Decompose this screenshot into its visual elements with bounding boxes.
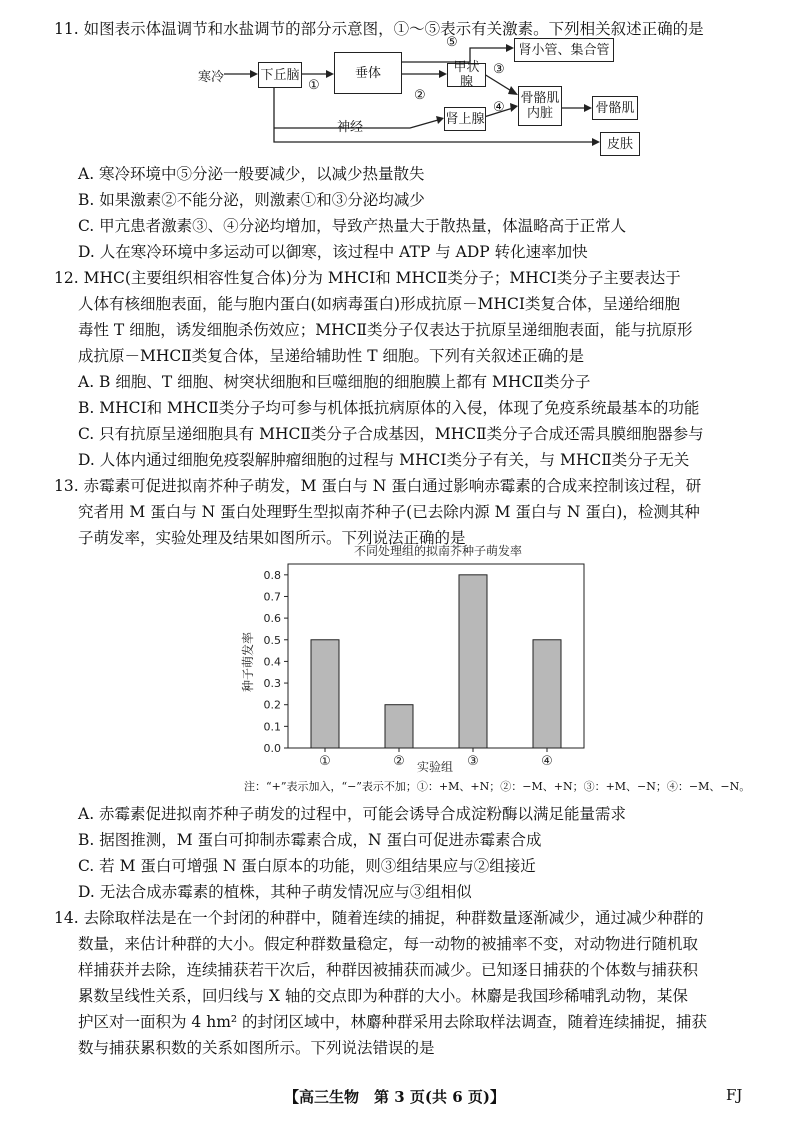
hormone-3-label: ③ [493, 62, 505, 77]
q11-option-b: B. 如果激素②不能分泌，则激素①和③分泌均减少 [78, 191, 425, 209]
y-tick-label: 0.3 [263, 677, 281, 691]
y-tick-label: 0.7 [263, 590, 281, 604]
muscle-box: 骨骼肌 [592, 96, 638, 120]
q11-option-d: D. 人在寒冷环境中多运动可以御寒，该过程中 ATP 与 ADP 转化速率加快 [78, 243, 588, 261]
x-tick-label: ② [393, 754, 405, 769]
thyroid-box: 甲状腺 [447, 63, 486, 87]
y-tick-label: 0.2 [263, 698, 281, 712]
y-tick-label: 0.0 [263, 742, 281, 755]
q13-note: 注：“+”表示加入，“−”表示不加；①：+M、+N；②：−M、+N；③：+M、−N；④：−M、−N。 [244, 780, 751, 793]
hormone-2-label: ② [414, 88, 426, 103]
muscle-organ-box: 骨骼肌 内脏 [518, 86, 562, 126]
bar-2 [385, 705, 413, 748]
q12-option-b: B. MHCⅠ和 MHCⅡ类分子均可参与机体抵抗病原体的入侵，体现了免疫系统最基本的功能 [78, 399, 700, 417]
q13-option-d: D. 无法合成赤霉素的植株，其种子萌发情况应与③组相似 [78, 883, 472, 901]
page-footer: 【高三生物 第 3 页(共 6 页)】 [284, 1088, 505, 1106]
y-tick-label: 0.5 [263, 633, 281, 647]
x-tick-label: ③ [467, 754, 479, 769]
chart-y-axis-label: 种子萌发率 [241, 631, 255, 693]
q11-option-a: A. 寒冷环境中⑤分泌一般要减少，以减少热量散失 [78, 165, 425, 183]
q14-line-4: 累数呈线性关系，回归线与 X 轴的交点即为种群的大小。林麝是我国珍稀哺乳动物，某保 [78, 987, 688, 1005]
footer-code: FJ [726, 1086, 743, 1104]
q13-option-c: C. 若 M 蛋白可增强 N 蛋白原本的功能，则③组结果应与②组接近 [78, 857, 536, 875]
skin-box: 皮肤 [600, 132, 640, 156]
hormone-4-label: ④ [493, 100, 505, 115]
x-tick-label: ① [319, 754, 331, 769]
q12-line-2: 人体有核细胞表面，能与胞内蛋白(如病毒蛋白)形成抗原－MHCⅠ类复合体，呈递给细胞 [78, 295, 680, 313]
adrenal-box: 肾上腺 [444, 107, 486, 131]
q14-line-1: 14. 去除取样法是在一个封闭的种群中，随着连续的捕捉，种群数量逐渐减少，通过减少种群的 [54, 909, 704, 927]
bar-4 [533, 640, 561, 748]
kidney-box: 肾小管、集合管 [514, 38, 614, 62]
hypothalamus-box: 下丘脑 [258, 62, 302, 88]
q12-line-4: 成抗原－MHCⅡ类复合体，呈递给辅助性 T 细胞。下列有关叙述正确的是 [78, 347, 584, 365]
q13-line-2: 究者用 M 蛋白与 N 蛋白处理野生型拟南芥种子(已去除内源 M 蛋白与 N 蛋白)，检测其种 [78, 503, 700, 521]
y-tick-label: 0.8 [263, 568, 281, 582]
q11-option-c: C. 甲亢患者激素③、④分泌均增加，导致产热量大于散热量，体温略高于正常人 [78, 217, 627, 235]
q14-line-6: 数与捕获累积数的关系如图所示。下列说法错误的是 [78, 1039, 435, 1057]
hormone-5-label: ⑤ [446, 35, 458, 50]
y-tick-label: 0.4 [263, 655, 281, 669]
q12-option-c: C. 只有抗原呈递细胞具有 MHCⅡ类分子合成基因，MHCⅡ类分子合成还需具膜细胞器参与 [78, 425, 704, 443]
q12-line-3: 毒性 T 细胞，诱发细胞杀伤效应；MHCⅡ类分子仅表达于抗原呈递细胞表面，能与抗原形 [78, 321, 693, 339]
bar-3 [459, 575, 487, 748]
q12-line-1: 12. MHC(主要组织相容性复合体)分为 MHCⅠ和 MHCⅡ类分子；MHCⅠ类分子主要表达于 [54, 269, 681, 287]
y-tick-label: 0.1 [263, 720, 281, 734]
cold-label: 寒冷 [198, 70, 225, 85]
chart-x-axis-label: 实验组 [416, 760, 454, 774]
nerve-label: 神经 [337, 120, 364, 135]
hormone-1-label: ① [308, 78, 320, 93]
x-tick-label: ④ [541, 754, 553, 769]
q14-line-2: 数量，来估计种群的大小。假定种群数量稳定，每一动物的被捕率不变，对动物进行随机取 [78, 935, 699, 953]
q13-line-3: 子萌发率，实验处理及结果如图所示。下列说法正确的是 [78, 529, 466, 547]
chart-title: 不同处理组的拟南芥种子萌发率 [353, 544, 523, 558]
q12-option-d: D. 人体内通过细胞免疫裂解肿瘤细胞的过程与 MHCⅠ类分子有关，与 MHCⅡ类分子无关 [78, 451, 690, 469]
q14-line-5: 护区对一面积为 4 hm² 的封闭区域中，林麝种群采用去除取样法调查，随着连续捕捉，捕获 [78, 1013, 708, 1031]
y-tick-label: 0.6 [263, 612, 281, 626]
bar-1 [311, 640, 339, 748]
q13-line-1: 13. 赤霉素可促进拟南芥种子萌发，M 蛋白与 N 蛋白通过影响赤霉素的合成来控制该过程，研 [54, 477, 702, 495]
pituitary-box: 垂体 [334, 52, 402, 94]
q12-option-a: A. B 细胞、T 细胞、树突状细胞和巨噬细胞的细胞膜上都有 MHCⅡ类分子 [78, 373, 591, 391]
q13-option-a: A. 赤霉素促进拟南芥种子萌发的过程中，可能会诱导合成淀粉酶以满足能量需求 [78, 805, 627, 823]
q14-line-3: 样捕获并去除，连续捕获若干次后，种群因被捕获而减少。已知逐日捕获的个体数与捕获积 [78, 961, 699, 979]
q11-stem: 11. 如图表示体温调节和水盐调节的部分示意图，①～⑤表示有关激素。下列相关叙述正确的是 [54, 20, 704, 38]
q13-option-b: B. 据图推测，M 蛋白可抑制赤霉素合成，N 蛋白可促进赤霉素合成 [78, 831, 542, 849]
